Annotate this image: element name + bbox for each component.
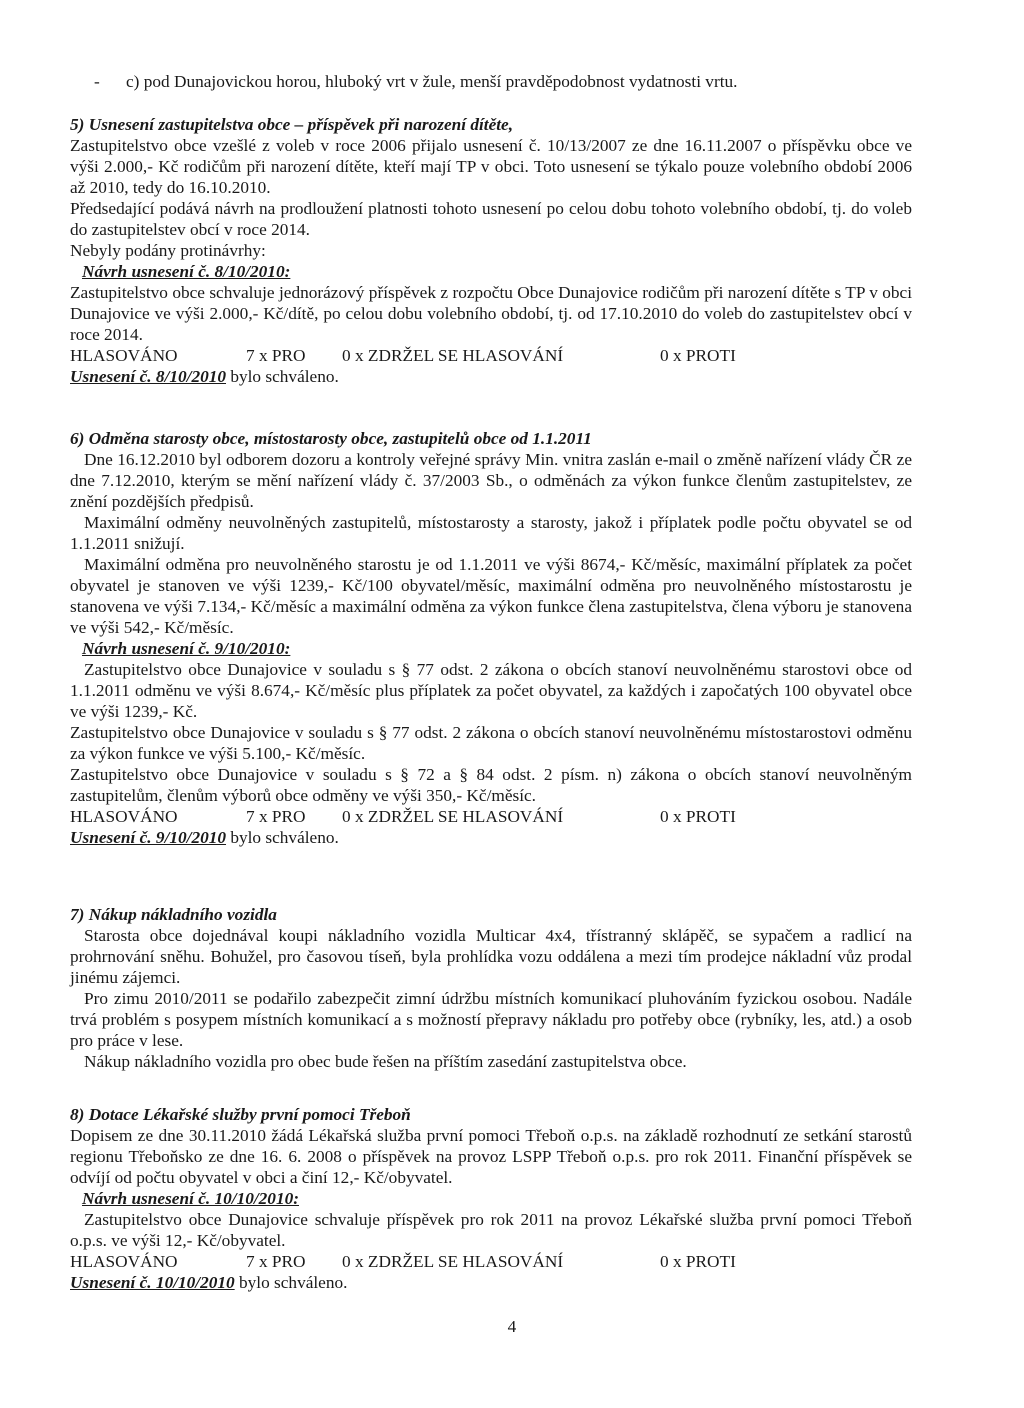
proposal-label: Návrh usnesení č. 8/10/2010:: [82, 262, 291, 281]
proposal-text: Zastupitelstvo obce Dunajovice v souladu s § 77 odst. 2 zákona o obcích stanoví neuvolněnému starostovi obce od 1.1.2011 odměnu ve výši 8.674,- Kč/měsíc plus příplatek za počet obyvatel, za každých i započatých 100 obyvatel obce ve výši 1239,- Kč.: [70, 660, 912, 721]
proposal-text: Zastupitelstvo obce Dunajovice v souladu s § 77 odst. 2 zákona o obcích stanoví neuvolněnému místostarostovi odměnu za výkon funkce ve výši 5.100,- Kč/měsíc.: [70, 723, 912, 763]
section-7-paragraph: Nákup nákladního vozidla pro obec bude řešen na příštím zasedání zastupitelstva obce.: [84, 1052, 687, 1071]
section-5: [70, 114, 912, 387]
section-6-heading: 6) Odměna starosty obce, místostarosty obce, zastupitelů obce od 1.1.2011: [70, 429, 592, 448]
section-6-paragraph: Maximální odměna pro neuvolněného starostu je od 1.1.2011 ve výši 8674,- Kč/měsíc, maximální příplatek za počet obyvatel je stanoven ve výši 1239,- Kč/100 obyvatel/měsíc, maximální odměna pro neuvolněného místostarostu je stanovena ve výši 7.134,- Kč/měsíc a maximální odměna za výkon funkce člena zastupitelstva, člena výboru je stanovena ve výši 542,- Kč/měsíc.: [70, 555, 912, 637]
section-6-paragraph: Maximální odměny neuvolněných zastupitelů, místostarosty a starosty, jakož i příplatek podle počtu obyvatel se od 1.1.2011 snižují.: [70, 513, 912, 553]
section-7: [70, 904, 912, 1072]
section-7-paragraph: Starosta obce dojednával koupi nákladního vozidla Multicar 4x4, třístranný sklápěč, se sypačem a radlicí na prohrnování sněhu. Bohužel, pro časovou tíseň, byla prohlídka vozu oddálena a mezi tím prodejce nákladní vůz prodal jinému zájemci.: [70, 926, 912, 987]
proposal-label: Návrh usnesení č. 10/10/2010:: [82, 1189, 299, 1208]
vote-abstain: 0 x ZDRŽEL SE HLASOVÁNÍ: [342, 346, 564, 365]
section-8-heading: 8) Dotace Lékařské služby první pomoci Třeboň: [70, 1105, 411, 1124]
vote-against: 0 x PROTI: [660, 346, 736, 365]
section-7-heading: 7) Nákup nákladního vozidla: [70, 905, 277, 924]
resolution-result: bylo schváleno.: [238, 1273, 348, 1292]
vote-abstain: 0 x ZDRŽEL SE HLASOVÁNÍ: [342, 807, 564, 826]
vote-pro: 7 x PRO: [246, 807, 306, 826]
section-5-paragraph: Zastupitelstvo obce vzešlé z voleb v roce 2006 přijalo usnesení č. 10/13/2007 ze dne 16.11.2007 o příspěvku obce ve výši 2.000,- Kč rodičům při narození dítěte, kteří mají TP v obci. Toto usnesení se týkalo pouze volebního období 2006 až 2010, tedy do 16.10.2010.: [70, 136, 912, 197]
vote-against: 0 x PROTI: [660, 1252, 736, 1271]
intro-line: c) pod Dunajovickou horou, hluboký vrt v žule, menší pravděpodobnost vydatnosti vrtu.: [126, 72, 738, 91]
resolution-label: Usnesení č. 9/10/2010: [70, 828, 227, 847]
section-5-paragraph: Předsedající podává návrh na prodloužení platnosti tohoto usnesení po celou dobu tohoto volebního období, tj. do voleb do zastupitelstev obcí v roce 2014.: [70, 199, 912, 239]
vote-line: [70, 345, 912, 366]
resolution-result: bylo schváleno.: [230, 828, 339, 847]
section-5-heading: 5) Usnesení zastupitelstva obce – příspěvek při narození dítěte,: [70, 115, 514, 134]
proposal-label: Návrh usnesení č. 9/10/2010:: [82, 639, 291, 658]
vote-label: HLASOVÁNO: [70, 346, 178, 365]
section-7-paragraph: Pro zimu 2010/2011 se podařilo zabezpečit zimní údržbu místních komunikací pluhováním fyzickou osobou. Nadále trvá problém s posypem místních komunikací a s možností přepravy nákladu pro potřeby obce (rybníky, les, atd.) a osob pro práce v lese.: [70, 989, 912, 1050]
vote-against: 0 x PROTI: [660, 807, 736, 826]
section-8: [70, 1104, 912, 1293]
page-number: 4: [507, 1317, 517, 1336]
proposal-text: Zastupitelstvo obce schvaluje jednorázový příspěvek z rozpočtu Obce Dunajovice rodičům při narození dítěte s TP v obci Dunajovice ve výši 2.000,- Kč/dítě, po celou dobu volebního období, tj. od 17.10.2010 do voleb do zastupitelstev obcí v roce 2014.: [70, 283, 912, 344]
resolution-label: Usnesení č. 10/10/2010: [70, 1273, 235, 1292]
section-6: [70, 428, 912, 848]
vote-label: HLASOVÁNO: [70, 807, 178, 826]
intro-dash: -: [94, 72, 100, 91]
vote-line: [70, 1251, 912, 1272]
section-6-paragraph: Dne 16.12.2010 byl odborem dozoru a kontroly veřejné správy Min. vnitra zaslán e-mail o změně nařízení vlády ČR ze dne 7.12.2010, kterým se mění nařízení vlády č. 37/2003 Sb., o odměnách za výkon funkce členům zastupitelstev, ze znění pozdějších předpisů.: [70, 450, 912, 511]
vote-pro: 7 x PRO: [246, 346, 306, 365]
vote-pro: 7 x PRO: [246, 1252, 306, 1271]
proposal-text: Zastupitelstvo obce Dunajovice v souladu s § 72 a § 84 odst. 2 písm. n) zákona o obcích stanoví neuvolněným zastupitelům, členům výborů obce odměny ve výši 350,- Kč/měsíc.: [70, 765, 912, 805]
proposal-text: Zastupitelstvo obce Dunajovice schvaluje příspěvek pro rok 2011 na provoz Lékařské služba první pomoci Třeboň o.p.s. ve výši 12,- Kč/obyvatel.: [70, 1210, 912, 1250]
vote-line: [70, 806, 912, 827]
section-5-paragraph: Nebyly podány protinávrhy:: [70, 241, 266, 260]
resolution-label: Usnesení č. 8/10/2010: [70, 367, 227, 386]
section-8-paragraph: Dopisem ze dne 30.11.2010 žádá Lékařská služba první pomoci Třeboň o.p.s. na základě rozhodnutí ze setkání starostů regionu Třeboňsko ze dne 16. 6. 2008 o příspěvek na provoz LSPP Třeboň o.p.s. pro rok 2011. Finanční příspěvek se odvíjí od počtu obyvatel v obci a činí 12,- Kč/obyvatel.: [70, 1126, 912, 1187]
vote-label: HLASOVÁNO: [70, 1252, 178, 1271]
vote-abstain: 0 x ZDRŽEL SE HLASOVÁNÍ: [342, 1252, 564, 1271]
resolution-result: bylo schváleno.: [230, 367, 339, 386]
